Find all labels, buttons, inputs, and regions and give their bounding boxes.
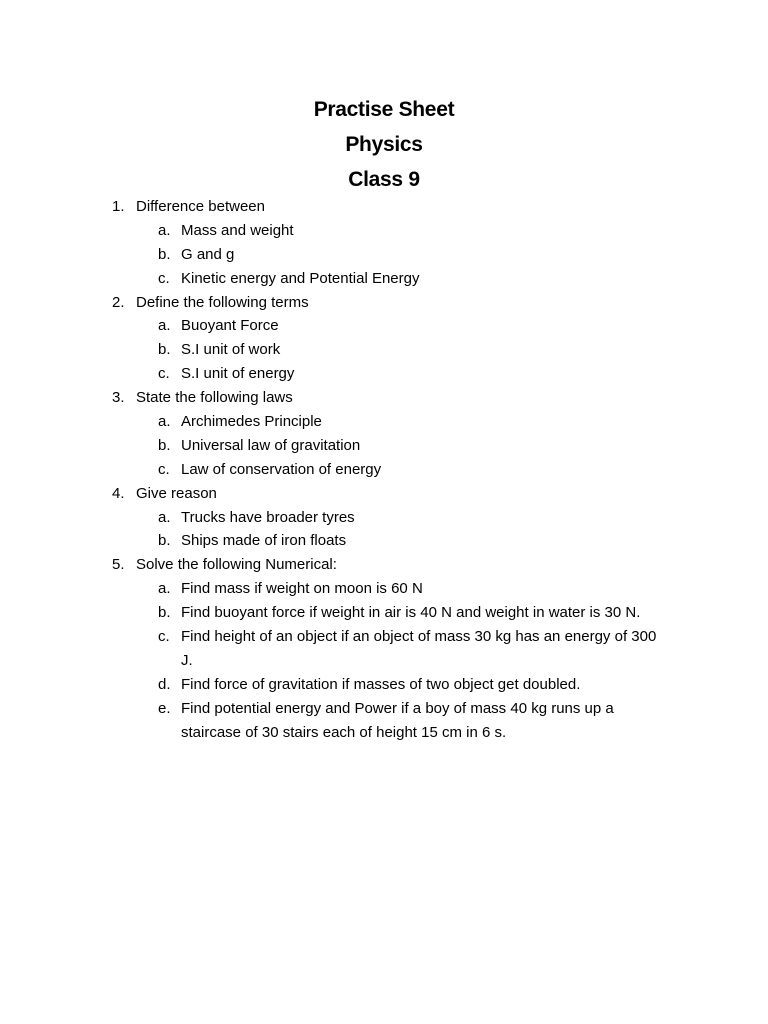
sub-question-text: Find force of gravitation if masses of two object get doubled.: [181, 675, 581, 693]
sub-question-text: S.I unit of work: [181, 341, 281, 359]
sub-question-item: [0, 506, 768, 530]
sub-question-text: Find mass if weight on moon is 60 N: [181, 580, 423, 598]
sub-question-item: [0, 219, 768, 243]
sub-question-item: [0, 601, 768, 625]
sub-question-letter: b.: [158, 532, 171, 550]
sub-question-item: [0, 243, 768, 267]
sub-question-text: Find height of an object if an object of mass 30 kg has an energy of 300 J.: [181, 628, 657, 669]
sub-question-item: [0, 577, 768, 601]
sub-question-text: S.I unit of energy: [181, 365, 295, 383]
sub-question-item: [0, 338, 768, 362]
sub-question-text: G and g: [181, 245, 235, 263]
sub-question-letter: b.: [158, 341, 171, 359]
sub-question-item: [0, 529, 768, 553]
question-text: Give reason: [136, 484, 217, 502]
sub-question-letter: a.: [158, 221, 171, 239]
question-item: [0, 482, 768, 506]
sub-question-letter: b.: [158, 436, 171, 454]
sub-question-letter: d.: [158, 675, 171, 693]
question-item: [0, 553, 768, 577]
sub-question-text: Mass and weight: [181, 221, 294, 239]
sub-question-text: Trucks have broader tyres: [181, 508, 355, 526]
sub-question-item: [0, 673, 768, 697]
sub-question-text: Ships made of iron floats: [181, 532, 347, 550]
sub-question-letter: b.: [158, 245, 171, 263]
question-item: [0, 386, 768, 410]
sub-question-letter: a.: [158, 413, 171, 431]
sub-question-item: [0, 267, 768, 291]
sub-question-item: [0, 434, 768, 458]
sub-question-letter: e.: [158, 699, 171, 717]
question-text: Solve the following Numerical:: [136, 556, 337, 574]
header-block: [0, 92, 768, 197]
sub-question-text: Buoyant Force: [181, 317, 279, 335]
sub-question-item: [0, 410, 768, 434]
sub-question-text: Archimedes Principle: [181, 413, 322, 431]
sub-question-letter: c.: [158, 628, 170, 646]
sub-question-letter: a.: [158, 580, 171, 598]
question-number: 1.: [112, 198, 125, 215]
sub-question-text: Law of conservation of energy: [181, 460, 382, 478]
question-text: Define the following terms: [136, 293, 309, 311]
question-item: [0, 195, 768, 219]
sub-question-letter: c.: [158, 460, 170, 478]
question-list: [0, 195, 768, 745]
sub-question-letter: c.: [158, 365, 170, 383]
sheet-title: Practise Sheet: [313, 98, 455, 121]
question-number: 2.: [112, 293, 125, 311]
sub-question-item: [0, 362, 768, 386]
sub-question-item: [0, 697, 768, 745]
sub-question-item: [0, 625, 768, 673]
sub-question-text: Universal law of gravitation: [181, 436, 361, 454]
sub-question-text: Kinetic energy and Potential Energy: [181, 269, 420, 287]
question-text: State the following laws: [136, 389, 293, 407]
class-title: Class 9: [348, 168, 420, 191]
question-text: Difference between: [136, 198, 265, 215]
sub-question-letter: c.: [158, 269, 170, 287]
question-number: 4.: [112, 484, 125, 502]
sub-question-item: [0, 458, 768, 482]
sub-question-text: Find potential energy and Power if a boy of mass 40 kg runs up a staircase of 30 stairs each of height 15 cm in 6 s.: [181, 699, 614, 741]
question-item: [0, 291, 768, 315]
sub-question-letter: a.: [158, 317, 171, 335]
question-number: 5.: [112, 556, 125, 574]
sub-question-item: [0, 314, 768, 338]
question-number: 3.: [112, 389, 125, 407]
sub-question-text: Find buoyant force if weight in air is 40 N and weight in water is 30 N.: [181, 604, 641, 622]
sub-question-letter: a.: [158, 508, 171, 526]
sub-question-letter: b.: [158, 604, 171, 622]
subject-title: Physics: [345, 133, 423, 156]
